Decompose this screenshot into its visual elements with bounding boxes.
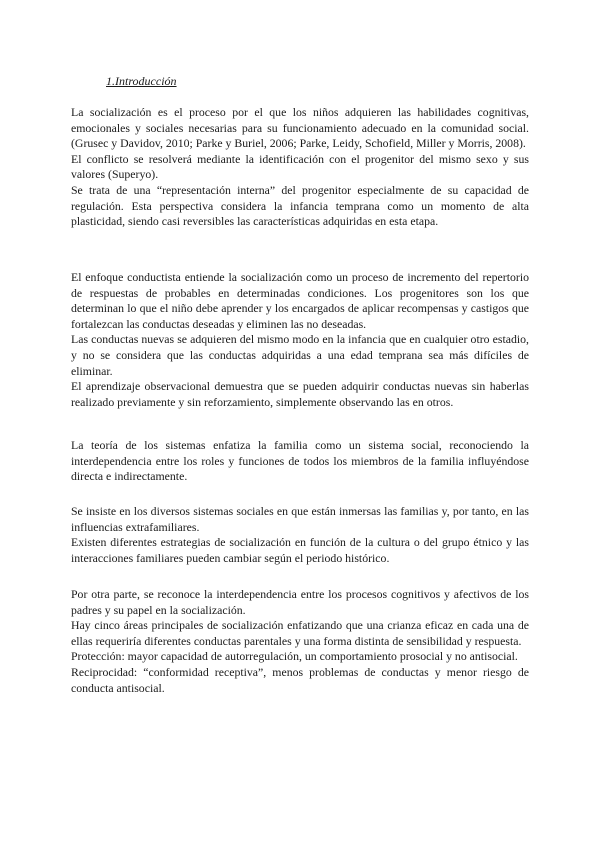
paragraph: El aprendizaje observacional demuestra que se pueden adquirir conductas nuevas sin haberlas realizado previamente y sin reforzamiento, simplemente observando las en otros.: [71, 379, 529, 409]
paragraph: Se trata de una “representación interna” del progenitor especialmente de su capacidad de regulación. Esta perspectiva considera la infancia temprana como un momento de alta plasticidad, siendo casi reversibles las características adquiridas en esta etapa.: [71, 182, 529, 229]
paragraph-block-socializacion: [71, 105, 529, 230]
paragraph: Las conductas nuevas se adquieren del mismo modo en la infancia que en cualquier otro estadio, y no se considera que las conductas adquiridas a una edad temprana sea más difíciles de eliminar.: [71, 332, 529, 378]
paragraph: La socialización es el proceso por el que los niños adquieren las habilidades cognitivas, emocionales y sociales necesarias para su funcionamiento adecuado en la comunidad social. (Grusec y Davidov, 2010; Parke y Buriel, 2006; Parke, Leidy, Schofield, Miller y Morris, 2008).: [71, 105, 529, 151]
paragraph: Protección: mayor capacidad de autorregulación, un comportamiento prosocial y no antisocial.: [71, 649, 518, 664]
section-heading: 1.Introducción: [106, 74, 177, 88]
paragraph-block-areas: [71, 587, 529, 696]
paragraph: Existen diferentes estrategias de socialización en función de la cultura o del grupo étnico y las interacciones familiares pueden cambiar según el periodo histórico.: [71, 535, 529, 565]
paragraph-block-sistemas-sociales: [71, 504, 529, 566]
paragraph: El enfoque conductista entiende la socialización como un proceso de incremento del repertorio de respuestas de probables en determinadas condiciones. Los progenitores son los que determinan lo que el niño debe aprender y los encargados de aplicar recompensas y castigos que fortalezcan las conductas deseadas y eliminen las no deseadas.: [71, 270, 529, 331]
paragraph: Se insiste en los diversos sistemas sociales en que están inmersas las familias y, por tanto, en las influencias extrafamiliares.: [71, 504, 529, 534]
paragraph: Por otra parte, se reconoce la interdependencia entre los procesos cognitivos y afectivos de los padres y su papel en la socialización.: [71, 587, 529, 617]
paragraph: Hay cinco áreas principales de socialización enfatizando que una crianza eficaz en cada una de ellas requeriría diferentes conductas parentales y una forma distinta de sensibilidad y respuesta.: [71, 618, 529, 648]
paragraph-block-conductista: [71, 270, 529, 410]
paragraph: Reciprocidad: “conformidad receptiva”, menos problemas de conductas y menor riesgo de conducta antisocial.: [71, 664, 529, 695]
paragraph: El conflicto se resolverá mediante la identificación con el progenitor del mismo sexo y sus valores (Superyo).: [71, 151, 529, 182]
paragraph: La teoría de los sistemas enfatiza la familia como un sistema social, reconociendo la interdependencia entre los roles y funciones de todos los miembros de la familia influyéndose directa e indirectamente.: [71, 438, 529, 484]
paragraph-block-sistemas: [71, 438, 529, 485]
